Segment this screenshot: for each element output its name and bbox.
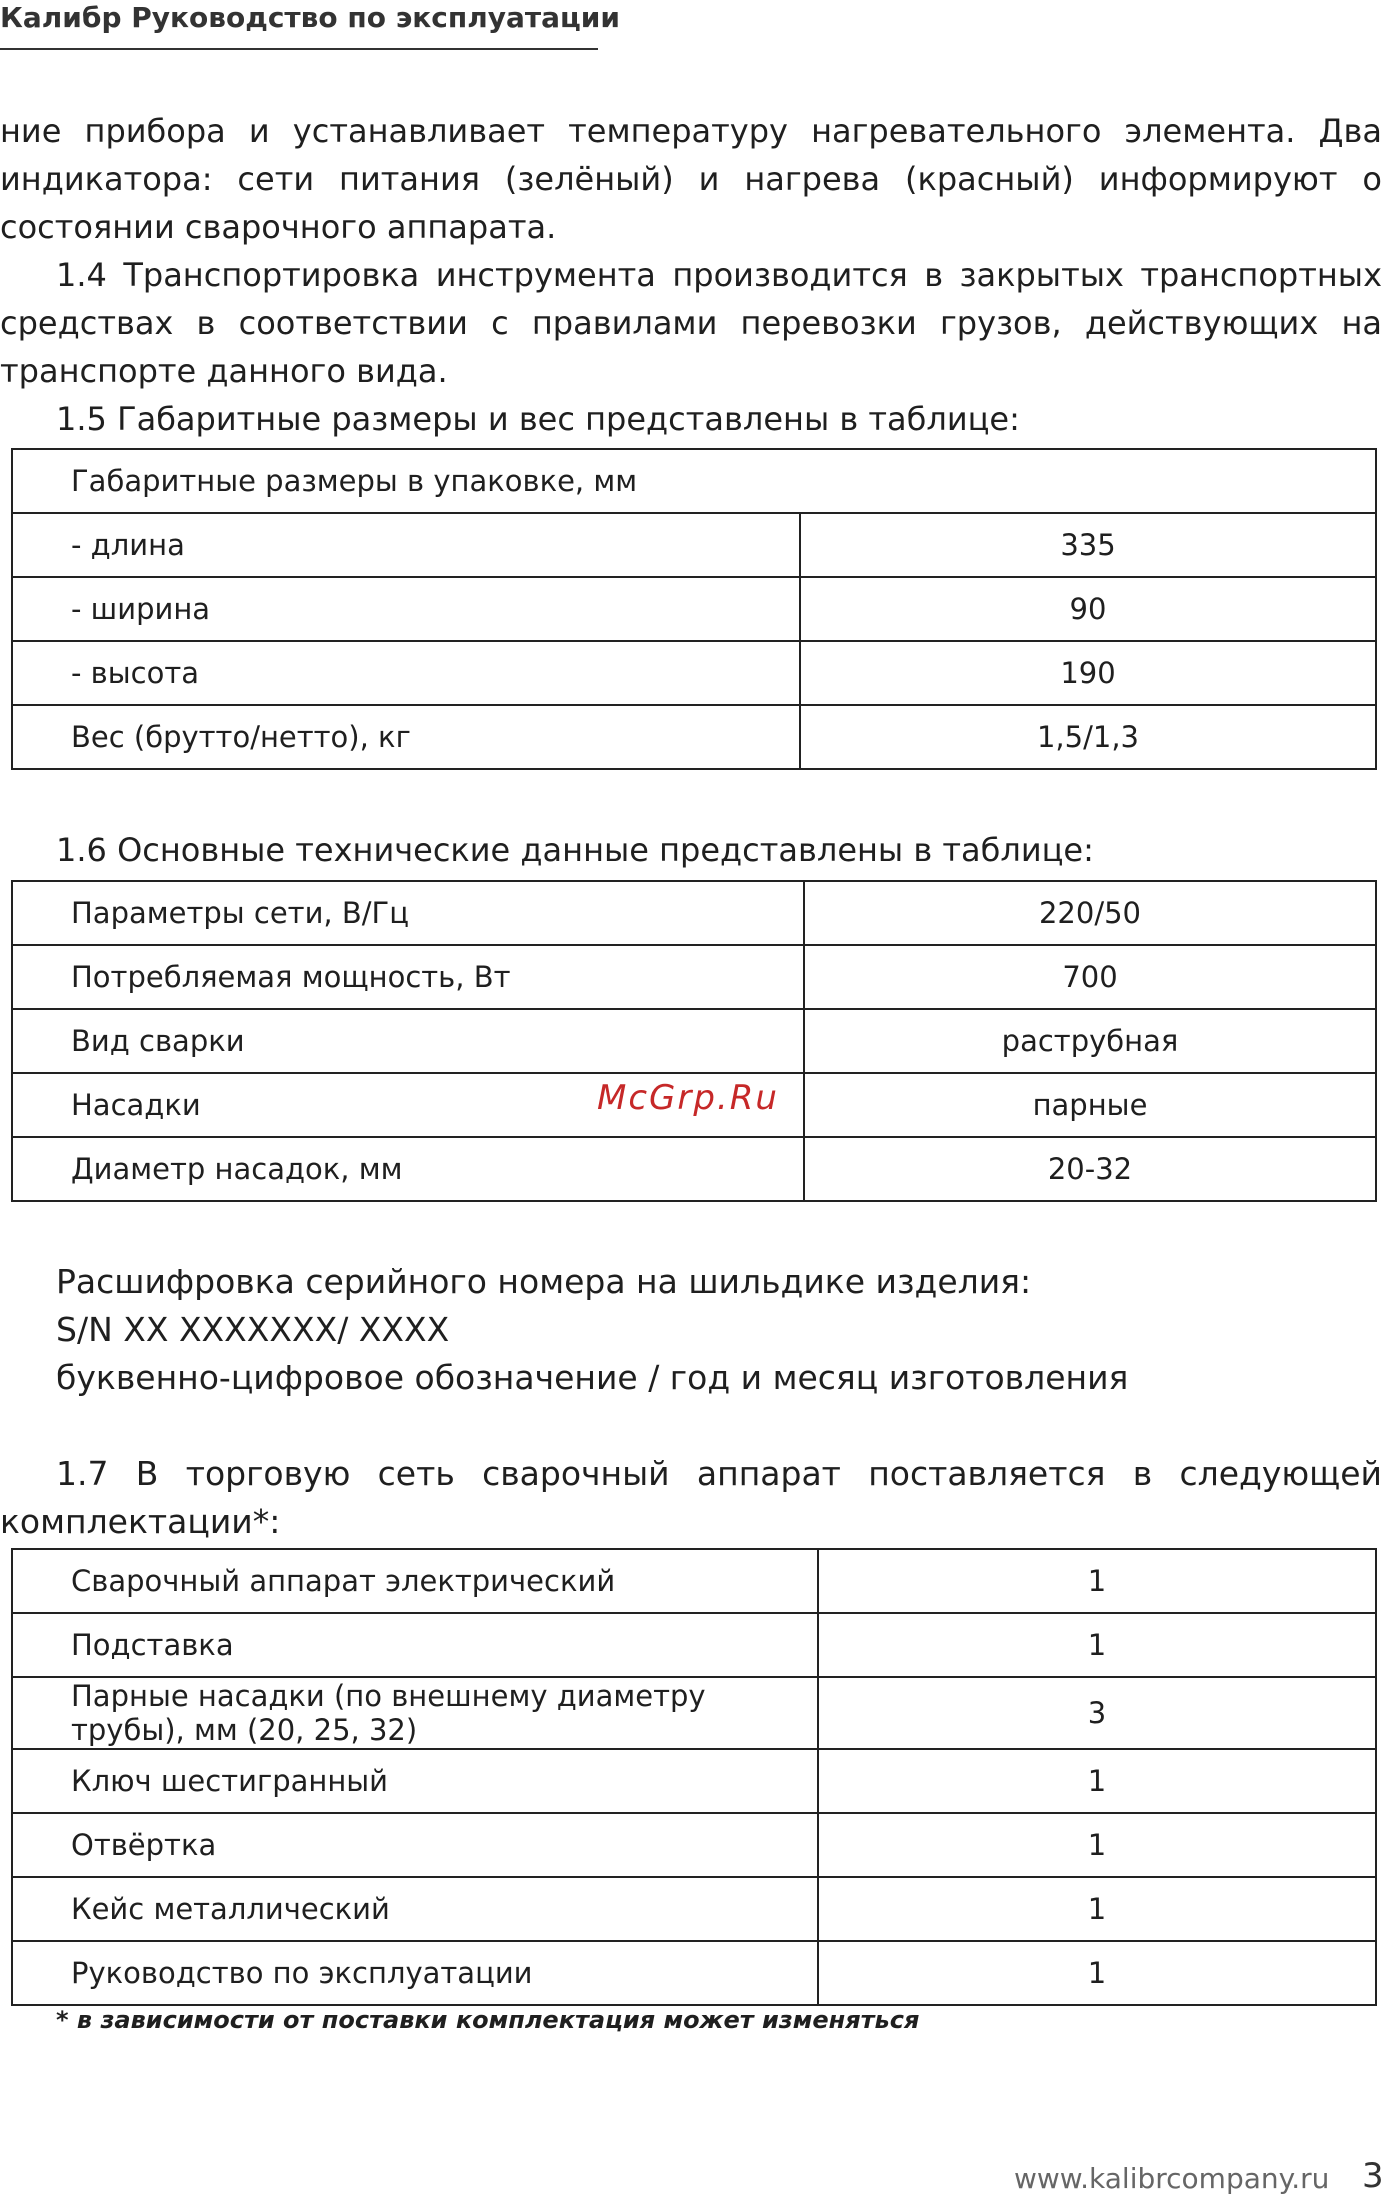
kit-contents-table bbox=[11, 1548, 1377, 2006]
spec-label: Насадки bbox=[12, 1073, 804, 1137]
spec-value: 220/50 bbox=[804, 881, 1376, 945]
spec-label: Вид сварки bbox=[12, 1009, 804, 1073]
footer-website-link[interactable]: www.kalibrcompany.ru bbox=[1014, 2162, 1330, 2195]
serial-heading: Расшифровка серийного номера на шильдике изделия: bbox=[56, 1262, 1032, 1301]
page-number: 3 bbox=[1362, 2156, 1384, 2196]
kit-item-quantity: 1 bbox=[818, 1813, 1376, 1877]
kit-item-label: Кейс металлический bbox=[12, 1877, 818, 1941]
dimension-label: - высота bbox=[12, 641, 800, 705]
document-header-title: Калибр Руководство по эксплуатации bbox=[0, 1, 621, 34]
kit-item-label: Отвёртка bbox=[12, 1813, 818, 1877]
header-divider bbox=[0, 48, 598, 50]
table-row bbox=[12, 577, 1376, 641]
table-row bbox=[12, 1549, 1376, 1613]
table-row bbox=[12, 1941, 1376, 2005]
transport-paragraph: 1.4 Транспортировка инструмента производится в закрытых транспортных средствах в соответствии с правилами перевозки грузов, действующих на транспорте данного вида. bbox=[0, 256, 1382, 390]
spec-label: Диаметр насадок, мм bbox=[12, 1137, 804, 1201]
kit-item-label: Руководство по эксплуатации bbox=[12, 1941, 818, 2005]
table-row bbox=[12, 641, 1376, 705]
dimension-label: - ширина bbox=[12, 577, 800, 641]
weight-value: 1,5/1,3 bbox=[800, 705, 1376, 769]
technical-specs-table bbox=[11, 880, 1377, 1202]
table-row bbox=[12, 449, 1376, 513]
kit-item-quantity: 3 bbox=[818, 1677, 1376, 1749]
dimensions-table-header: Габаритные размеры в упаковке, мм bbox=[12, 449, 1376, 513]
table-row bbox=[12, 1137, 1376, 1201]
table-row bbox=[12, 1749, 1376, 1813]
kit-item-quantity: 1 bbox=[818, 1613, 1376, 1677]
footnote: * в зависимости от поставки комплектация может изменяться bbox=[56, 2006, 920, 2034]
weight-label: Вес (брутто/нетто), кг bbox=[12, 705, 800, 769]
spec-value: 20-32 bbox=[804, 1137, 1376, 1201]
table-row bbox=[12, 1613, 1376, 1677]
table-row bbox=[12, 1813, 1376, 1877]
table-row bbox=[12, 1877, 1376, 1941]
table-row bbox=[12, 513, 1376, 577]
dimension-value: 335 bbox=[800, 513, 1376, 577]
table-row bbox=[12, 705, 1376, 769]
serial-description: буквенно-цифровое обозначение / год и месяц изготовления bbox=[56, 1358, 1129, 1397]
spec-label: Потребляемая мощность, Вт bbox=[12, 945, 804, 1009]
table-row bbox=[12, 945, 1376, 1009]
dimension-value: 190 bbox=[800, 641, 1376, 705]
dimension-value: 90 bbox=[800, 577, 1376, 641]
kit-item-label: Парные насадки (по внешнему диаметру трубы), мм (20, 25, 32) bbox=[12, 1677, 818, 1749]
specs-heading: 1.6 Основные технические данные представлены в таблице: bbox=[56, 831, 1094, 869]
kit-item-label: Подставка bbox=[12, 1613, 818, 1677]
kit-item-label: Сварочный аппарат электрический bbox=[12, 1549, 818, 1613]
table-row bbox=[12, 881, 1376, 945]
table-row bbox=[12, 1677, 1376, 1749]
kit-heading: 1.7 В торговую сеть сварочный аппарат поставляется в следующей комплектации*: bbox=[0, 1454, 1382, 1541]
serial-format: S/N XX XXXXXXX/ XXXX bbox=[56, 1310, 450, 1349]
kit-item-quantity: 1 bbox=[818, 1877, 1376, 1941]
spec-label: Параметры сети, В/Гц bbox=[12, 881, 804, 945]
spec-value: раструбная bbox=[804, 1009, 1376, 1073]
spec-value: парные bbox=[804, 1073, 1376, 1137]
kit-item-quantity: 1 bbox=[818, 1749, 1376, 1813]
kit-item-quantity: 1 bbox=[818, 1549, 1376, 1613]
dimensions-heading: 1.5 Габаритные размеры и вес представлены в таблице: bbox=[56, 400, 1020, 438]
dimensions-table bbox=[11, 448, 1377, 770]
kit-item-label: Ключ шестигранный bbox=[12, 1749, 818, 1813]
spec-value: 700 bbox=[804, 945, 1376, 1009]
watermark-text: McGrp.Ru bbox=[597, 1078, 779, 1118]
kit-item-quantity: 1 bbox=[818, 1941, 1376, 2005]
dimension-label: - длина bbox=[12, 513, 800, 577]
intro-continuation-paragraph: ние прибора и устанавливает температуру нагревательного элемента. Два индикатора: сети питания (зелёный) и нагрева (красный) информируют о состоянии сварочного аппарата. bbox=[0, 112, 1382, 246]
table-row bbox=[12, 1009, 1376, 1073]
